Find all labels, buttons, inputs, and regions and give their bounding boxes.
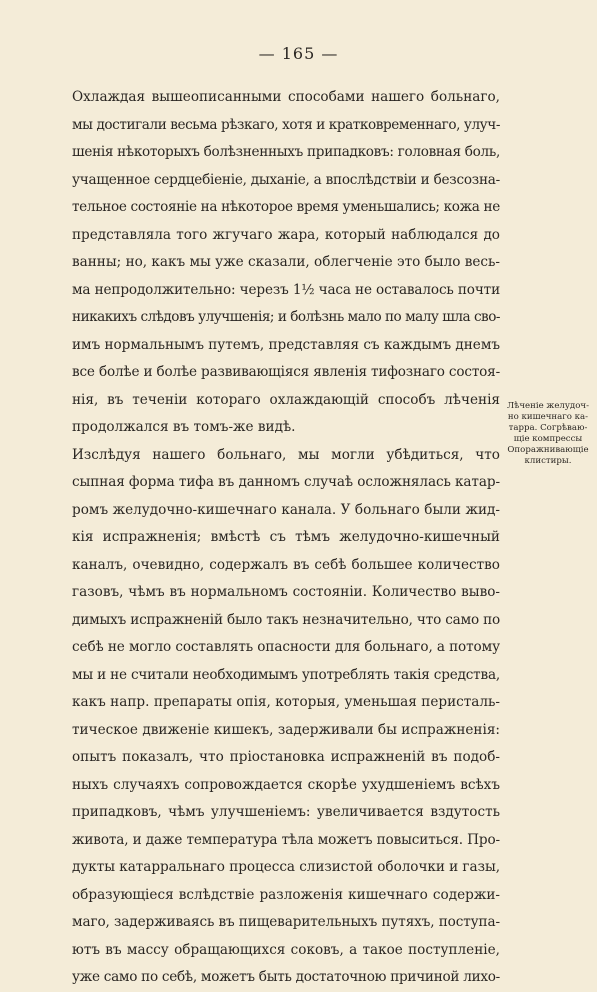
body-text [72, 84, 500, 992]
text-line: тическое движеніе кишекъ, задерживали бы испражненія: [72, 721, 500, 738]
text-line: припадковъ, чѣмъ улучшеніемъ: увеличивается вздутость [72, 804, 500, 820]
text-line: димыхъ испражненій было такъ незначительно, что само по [72, 611, 500, 628]
text-line: газовъ, чѣмъ въ нормальномъ состояніи. Количество выво- [72, 584, 500, 600]
text-line: уже само по себѣ, можетъ быть достаточною причиной лихо- [72, 969, 500, 985]
text-line: маго, задерживаясь въ пищеварительныхъ путяхъ, поступа- [72, 914, 500, 930]
text-line: мы достигали весьма рѣзкаго, хотя и кратковременнаго, улуч- [72, 116, 500, 133]
margin-note [503, 401, 593, 467]
text-line: тельное состояніе на нѣкоторое время уменьшались; кожа не [72, 199, 500, 215]
text-line: ютъ въ массу обращающихся соковъ, а такое поступленіе, [72, 941, 500, 958]
text-line: кія испражненія; вмѣстѣ съ тѣмъ желудочно-кишечный [72, 529, 500, 545]
margin-note-line: тарра. Согрѣваю- [508, 423, 588, 433]
text-line: представляла того жгучаго жара, который наблюдался до [72, 226, 500, 243]
text-line: мы и не считали необходимымъ употреблять такія средства, [72, 666, 500, 683]
text-line: опытъ показалъ, что пріостановка испражненій въ подоб- [72, 749, 500, 765]
text-line: Охлаждая вышеописанными способами нашего больнаго, [72, 89, 500, 105]
page-number: — 165 — [258, 44, 339, 63]
margin-note-line: Опоражнивающіе [507, 445, 589, 455]
text-line: учащенное сердцебіеніе, дыханіе, а впослѣдствіи и безсозна- [72, 171, 500, 188]
text-line: сыпная форма тифа въ данномъ случаѣ осложнялась катар- [72, 474, 500, 490]
text-line: каналъ, очевидно, содержалъ въ себѣ большее количество [72, 556, 500, 573]
margin-note-line: но кишечнаго ка- [507, 412, 589, 422]
text-line: имъ нормальнымъ путемъ, представляя съ каждымъ днемъ [72, 336, 500, 353]
text-line: живота, и даже температура тѣла можетъ повыситься. Про- [72, 831, 500, 848]
text-line: себѣ не могло составлять опасности для больнаго, а потому [72, 639, 500, 655]
text-line: ромъ желудочно-кишечнаго канала. У больнаго были жид- [72, 501, 500, 518]
text-line: образующіеся вслѣдствіе разложенія кишечнаго содержи- [72, 886, 500, 903]
margin-note-line: клистиры. [524, 456, 572, 466]
text-line: ванны; но, какъ мы уже сказали, облегченіе это было весь- [72, 254, 500, 270]
text-line: Изслѣдуя нашего больнаго, мы могли убѣдиться, что [72, 446, 500, 463]
text-line: нія, въ теченіи котораго охлаждающій способъ лѣченія [72, 391, 500, 408]
text-line: все болѣе и болѣе развивающіяся явленія тифознаго состоя- [72, 364, 500, 380]
text-line: никакихъ слѣдовъ улучшенія; и болѣзнь мало по малу шла сво- [72, 309, 500, 325]
margin-note-line: щіе компрессы [513, 434, 583, 444]
text-line: шенія нѣкоторыхъ болѣзненныхъ припадковъ: головная боль, [72, 144, 501, 160]
text-line: продолжался въ томъ-же видѣ. [72, 419, 296, 435]
text-line: ныхъ случаяхъ сопровождается скорѣе ухудшеніемъ всѣхъ [72, 776, 500, 793]
text-line: ма непродолжительно: черезъ 1½ часа не оставалось почти [72, 281, 500, 298]
text-line: какъ напр. препараты опія, которыя, уменьшая перисталь- [72, 694, 500, 710]
text-line: дукты катарральнаго процесса слизистой оболочки и газы, [72, 859, 500, 875]
margin-note-line: Лѣченіе желудоч- [507, 401, 589, 411]
